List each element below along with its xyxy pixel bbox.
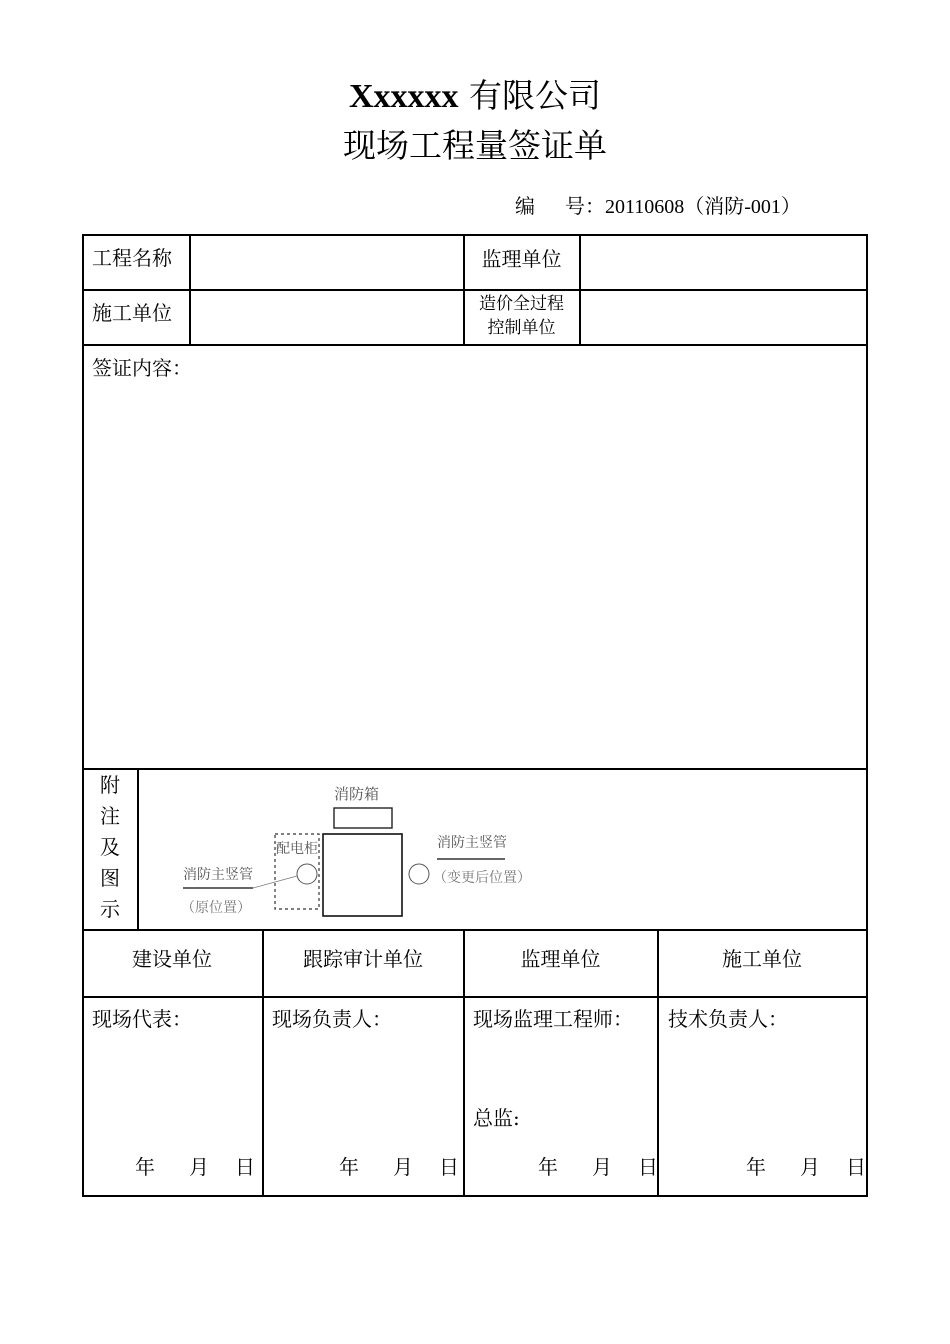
layout-diagram <box>177 779 537 929</box>
sign-header-supervision: 监理单位 <box>520 947 601 971</box>
supervision-unit-label: 监理单位 <box>481 247 562 271</box>
date-day: 日 <box>439 1155 459 1179</box>
info-col-3 <box>579 234 581 344</box>
date-day: 日 <box>638 1155 658 1179</box>
notes-label-char-4: 图 <box>100 866 120 890</box>
project-name-label: 工程名称 <box>92 246 172 270</box>
sign-header-contractor: 施工单位 <box>722 947 802 971</box>
date-audit <box>339 1154 459 1180</box>
date-owner <box>135 1154 255 1180</box>
date-month: 月 <box>592 1155 612 1179</box>
riser-left-note: （原位置） <box>181 900 251 916</box>
notes-label-char-3: 及 <box>100 835 120 859</box>
row-divider-3 <box>82 768 868 770</box>
role-site-representative: 现场代表： <box>92 1007 192 1031</box>
date-day: 日 <box>846 1155 866 1179</box>
number-label-1: 编 <box>515 194 535 218</box>
border-left <box>82 234 84 1197</box>
row-divider-2 <box>82 344 868 346</box>
date-year: 年 <box>135 1155 155 1179</box>
date-month: 月 <box>189 1155 209 1179</box>
company-name-suffix: 有限公司 <box>469 76 602 115</box>
role-technical-lead: 技术负责人： <box>668 1007 788 1031</box>
date-month: 月 <box>393 1155 413 1179</box>
document-number <box>515 192 801 221</box>
notes-label-char-1: 附 <box>100 773 120 797</box>
date-year: 年 <box>339 1155 359 1179</box>
date-supervision <box>538 1154 658 1180</box>
power-cabinet-label: 配电柜 <box>276 841 318 857</box>
riser-right-label: 消防主竖管 <box>437 835 507 851</box>
notes-label <box>82 770 138 925</box>
chief-supervisor-label: 总监: <box>473 1106 520 1130</box>
cost-control-label-line1: 造价全过程 <box>479 294 564 314</box>
date-month: 月 <box>800 1155 820 1179</box>
number-value: 20110608（消防-001） <box>605 196 801 218</box>
number-label-2: 号： <box>565 194 605 218</box>
role-site-supervisor: 现场监理工程师： <box>473 1007 633 1031</box>
date-contractor <box>746 1154 866 1180</box>
visa-form <box>82 234 868 1197</box>
info-col-1 <box>189 234 191 344</box>
company-name-latin: Xxxxxx <box>348 78 459 115</box>
date-year: 年 <box>538 1155 558 1179</box>
riser-left-label: 消防主竖管 <box>183 867 253 883</box>
cost-control-label-line2: 控制单位 <box>487 318 556 338</box>
company-title <box>0 74 950 119</box>
riser-right-note: （变更后位置） <box>433 870 531 886</box>
role-site-manager: 现场负责人： <box>272 1007 392 1031</box>
row-divider-1 <box>82 289 868 291</box>
visa-content-label: 签证内容： <box>92 356 192 380</box>
fire-cabinet-label: 消防箱 <box>334 785 380 803</box>
border-top <box>82 234 868 236</box>
sign-header-audit: 跟踪审计单位 <box>303 947 423 971</box>
riser-new-circle <box>409 864 429 884</box>
border-bottom <box>82 1195 868 1197</box>
document-title: 现场工程量签证单 <box>343 126 607 165</box>
row-divider-5 <box>82 996 868 998</box>
sign-header-owner: 建设单位 <box>132 947 212 971</box>
border-right <box>866 234 868 1197</box>
notes-label-char-2: 注 <box>100 804 120 828</box>
row-divider-4 <box>82 929 868 931</box>
construction-unit-label: 施工单位 <box>92 301 172 325</box>
date-year: 年 <box>746 1155 766 1179</box>
main-cabinet-shape <box>323 834 402 916</box>
fire-cabinet-shape <box>334 808 392 828</box>
date-day: 日 <box>235 1155 255 1179</box>
notes-label-char-5: 示 <box>100 897 120 921</box>
riser-original-circle <box>297 864 317 884</box>
